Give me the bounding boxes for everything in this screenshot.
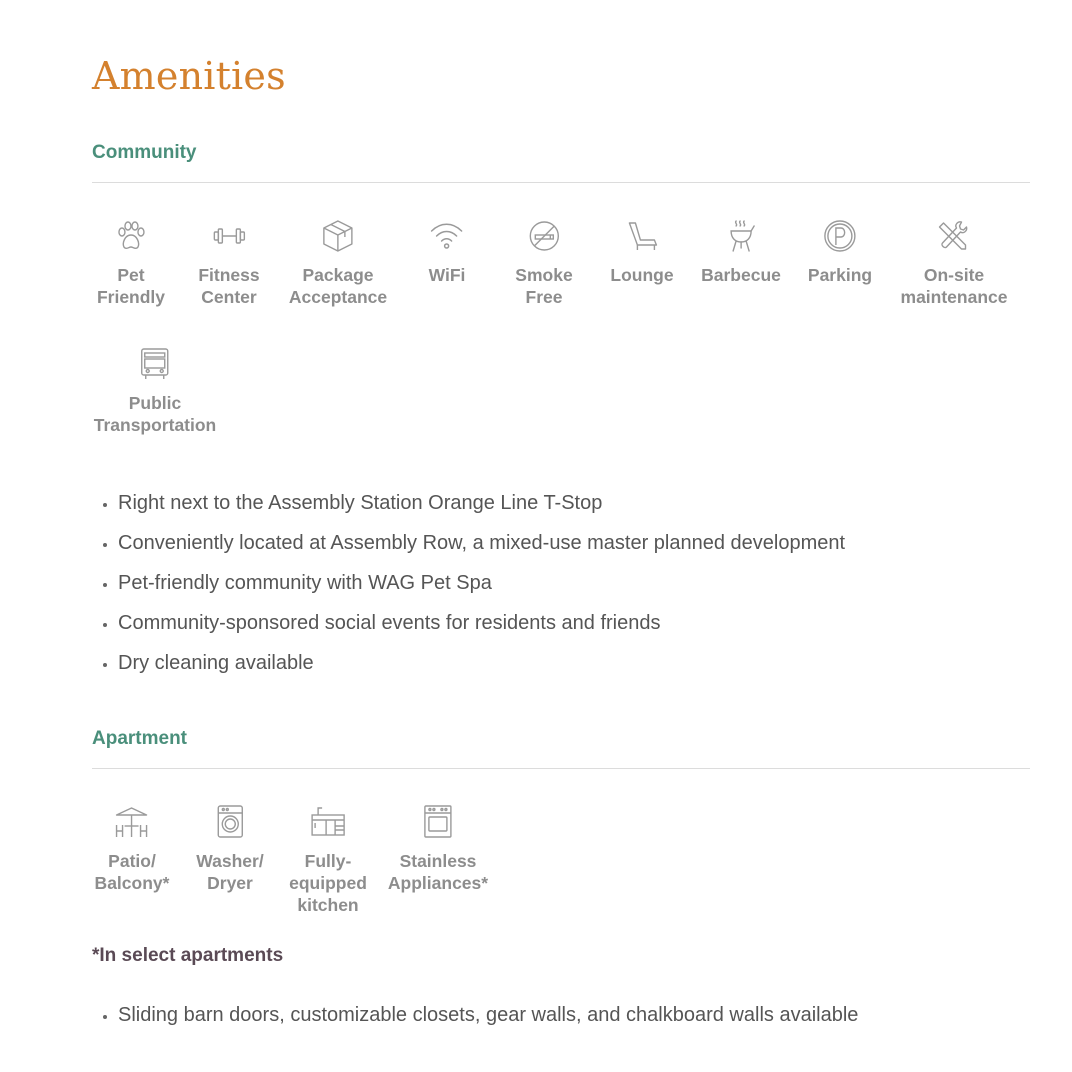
amenity-label: Lounge bbox=[610, 265, 674, 285]
parking-icon bbox=[822, 218, 858, 254]
tools-icon bbox=[936, 218, 972, 254]
amenity-washer-dryer[interactable] bbox=[196, 804, 263, 894]
page-title: Amenities bbox=[92, 54, 286, 98]
wifi-icon bbox=[429, 218, 465, 254]
amenity-wifi[interactable] bbox=[429, 218, 466, 286]
amenity-label: Patio/ Balcony* bbox=[94, 851, 170, 893]
amenity-label: Pet Friendly bbox=[96, 265, 166, 307]
package-icon bbox=[320, 218, 356, 254]
amenity-on-site-maintenance[interactable] bbox=[901, 218, 1008, 308]
dumbbell-icon bbox=[211, 218, 247, 254]
amenity-label: Stainless Appliances* bbox=[387, 851, 489, 893]
amenity-label: Public Transportation bbox=[93, 393, 217, 435]
select-apartments-note: *In select apartments bbox=[92, 945, 284, 966]
washer-icon bbox=[212, 804, 248, 840]
amenity-label: On-site maintenance bbox=[900, 265, 1008, 307]
list-item: • Sliding barn doors, customizable closets, gear walls, and chalkboard walls available bbox=[118, 995, 1030, 1035]
apartment-divider bbox=[92, 768, 1030, 769]
amenity-label: Fully- equipped kitchen bbox=[289, 851, 367, 915]
amenity-stainless-appliances[interactable] bbox=[388, 804, 488, 894]
amenity-label: Package Acceptance bbox=[288, 265, 388, 307]
amenity-fully-equipped-kitchen[interactable] bbox=[289, 804, 367, 916]
bus-icon bbox=[137, 346, 173, 382]
apartment-features-list bbox=[92, 995, 1030, 1035]
amenity-label: Fitness Center bbox=[198, 265, 260, 307]
list-item: • Right next to the Assembly Station Orange Line T-Stop bbox=[118, 483, 1030, 523]
lounge-chair-icon bbox=[624, 218, 660, 254]
amenity-public-transportation[interactable] bbox=[94, 346, 217, 436]
amenity-label: Smoke Free bbox=[515, 265, 573, 307]
amenity-label: Washer/ Dryer bbox=[196, 851, 264, 893]
amenity-label: Parking bbox=[807, 265, 873, 285]
patio-umbrella-icon bbox=[114, 804, 150, 840]
paw-icon bbox=[113, 218, 149, 254]
community-heading: Community bbox=[92, 142, 197, 163]
kitchen-icon bbox=[310, 804, 346, 840]
list-item: • Community-sponsored social events for residents and friends bbox=[118, 603, 1030, 643]
amenity-parking[interactable] bbox=[808, 218, 872, 286]
list-item: • Conveniently located at Assembly Row, a mixed-use master planned development bbox=[118, 523, 1030, 563]
amenity-package-acceptance[interactable] bbox=[289, 218, 387, 308]
list-item: • Pet-friendly community with WAG Pet Spa bbox=[118, 563, 1030, 603]
list-item: • Dry cleaning available bbox=[118, 643, 1030, 683]
barbecue-grill-icon bbox=[723, 218, 759, 254]
amenity-label: Barbecue bbox=[701, 265, 781, 285]
amenity-pet-friendly[interactable] bbox=[97, 218, 165, 308]
amenity-patio-balcony[interactable] bbox=[95, 804, 170, 894]
amenity-smoke-free[interactable] bbox=[515, 218, 572, 308]
amenity-fitness-center[interactable] bbox=[198, 218, 259, 308]
amenity-lounge[interactable] bbox=[610, 218, 673, 286]
no-smoking-icon bbox=[526, 218, 562, 254]
amenity-barbecue[interactable] bbox=[701, 218, 781, 286]
community-divider bbox=[92, 182, 1030, 183]
amenity-label: WiFi bbox=[428, 265, 466, 285]
amenities-page bbox=[92, 0, 1030, 1072]
community-features-list bbox=[92, 483, 1030, 683]
oven-icon bbox=[420, 804, 456, 840]
apartment-heading: Apartment bbox=[92, 728, 188, 749]
